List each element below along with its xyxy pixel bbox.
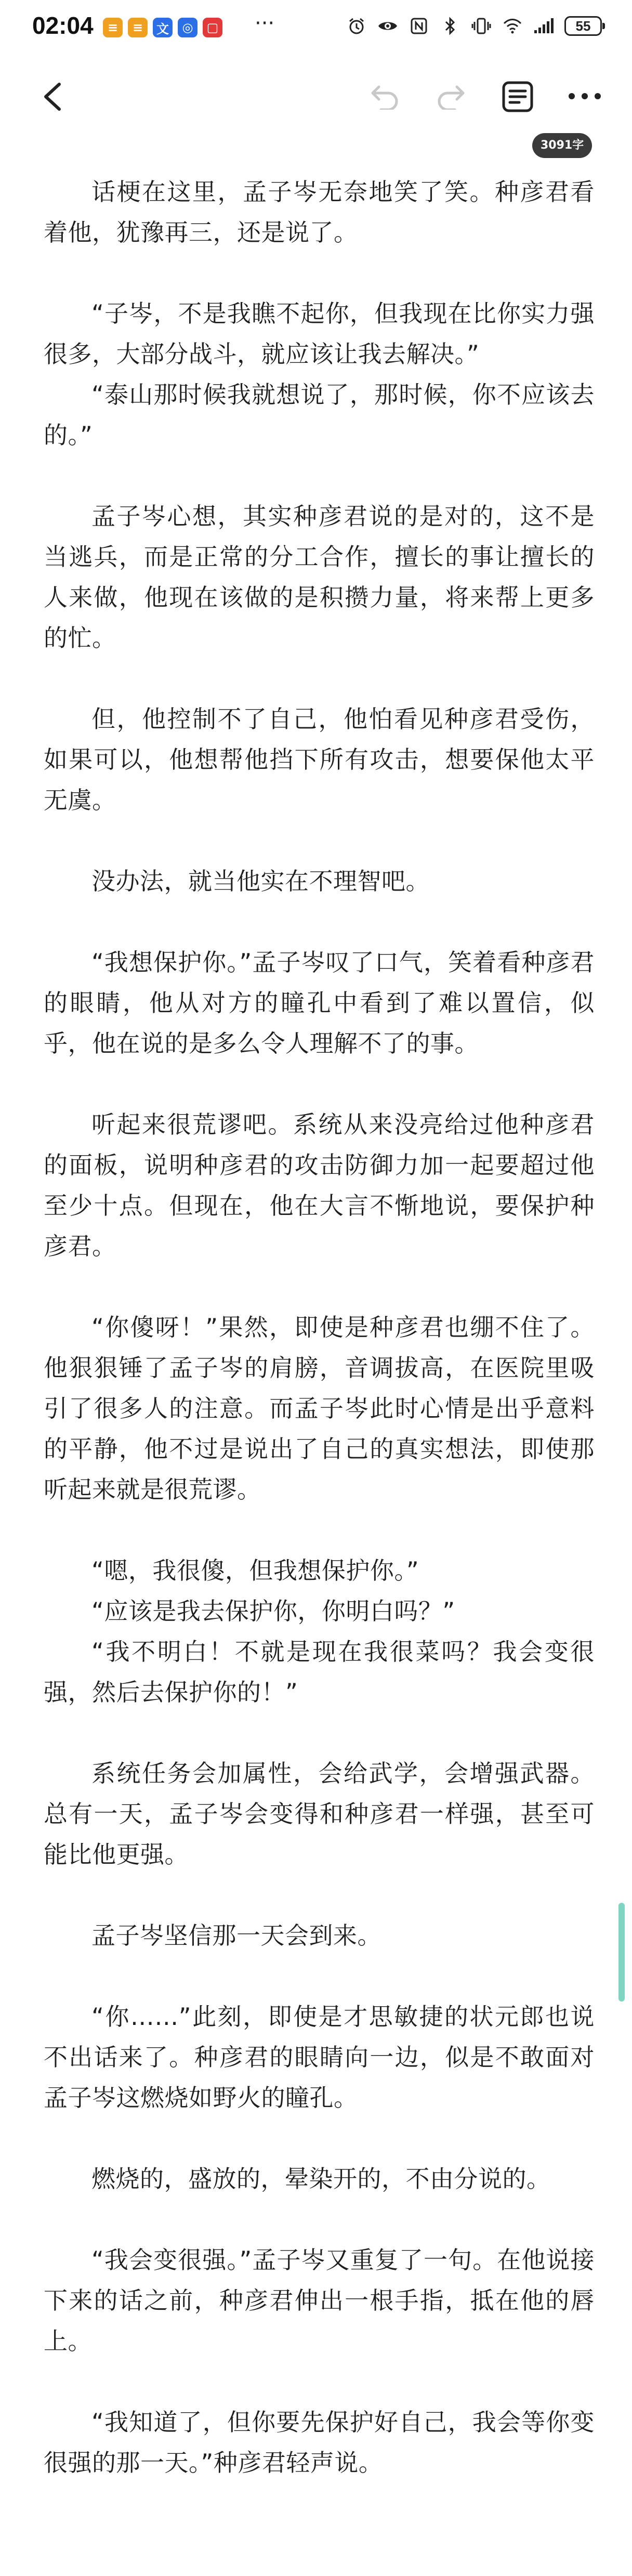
paragraph: 孟子岑心想，其实种彦君说的是对的，这不是当逃兵，而是正常的分工合作，擅长的事让擅长的人来做，他现在该做的是积攒力量，将来帮上更多的忙。: [44, 502, 595, 652]
paragraph: 系统任务会加属性，会给武学，会增强武器。总有一天，孟子岑会变得和种彦君一样强，甚至可能比他更强。: [44, 1759, 595, 1868]
list-icon: [502, 81, 534, 113]
status-system-icons: [346, 16, 602, 36]
document-body[interactable]: [44, 172, 595, 2483]
redo-button[interactable]: [432, 78, 469, 114]
paragraph: 听起来很荒谬吧。系统从来没亮给过他种彦君的面板，说明种彦君的攻击防御力加一起要超过他至少十点。但现在，他在大言不惭地说，要保护种彦君。: [44, 1110, 595, 1260]
more-notifications-icon: ···: [255, 11, 275, 35]
reader-toolbar: [0, 57, 632, 135]
browser-icon: ◎: [178, 18, 198, 37]
paragraph: “我不明白！不就是现在我很菜吗？我会变很强，然后去保护你的！”: [44, 1638, 595, 1706]
vibrate-icon: [471, 16, 492, 36]
paragraph-spacer: [44, 1266, 595, 1307]
signal-icon: [533, 16, 554, 36]
paragraph-spacer: [44, 1956, 595, 1996]
paragraph: 孟子岑坚信那一天会到来。: [91, 1921, 381, 1950]
paragraph: “我知道了，但你要先保护好自己，我会等你变很强的那一天。”种彦君轻声说。: [44, 2408, 595, 2477]
paragraph: “我想保护你。”孟子岑叹了口气，笑着看种彦君的眼睛，他从对方的瞳孔中看到了难以置信，似乎，他在说的是多么令人理解不了的事。: [44, 948, 595, 1057]
paragraph-spacer: [44, 1875, 595, 1915]
paragraph-spacer: [44, 253, 595, 293]
status-app-icons: [103, 18, 222, 37]
chevron-left-icon: [41, 81, 63, 112]
paragraph-spacer: [44, 658, 595, 699]
paragraph: “你傻呀！”果然，即使是种彦君也绷不住了。他狠狠锤了孟子岑的肩膀，音调拔高，在医院里吸引了很多人的注意。而孟子岑此时心情是出乎意料的平静，他不过是说出了自己的真实想法，即使那听起来就是很荒谬。: [44, 1313, 595, 1503]
eye-icon: [377, 16, 398, 36]
bluetooth-icon: [440, 16, 460, 36]
paragraph: “应该是我去保护你，你明白吗？”: [91, 1597, 455, 1625]
paragraph-spacer: [44, 2118, 595, 2159]
paragraph-spacer: [44, 1064, 595, 1104]
status-bar: [0, 0, 632, 57]
undo-icon: [370, 83, 401, 110]
more-dots-icon: [567, 91, 603, 101]
paragraph-spacer: [44, 2199, 595, 2240]
paragraph: 话梗在这里，孟子岑无奈地笑了笑。种彦君看着他，犹豫再三，还是说了。: [44, 178, 595, 246]
notes-icon-2: ≡: [128, 18, 148, 37]
notes-icon: ≡: [103, 18, 123, 37]
undo-button[interactable]: [367, 78, 403, 114]
nfc-icon: [409, 16, 429, 36]
status-time: 02:04: [32, 12, 94, 39]
paragraph: “泰山那时候我就想说了，那时候，你不应该去的。”: [44, 381, 595, 449]
video-icon: ▢: [203, 18, 222, 37]
translate-icon: 文: [153, 18, 173, 37]
paragraph-spacer: [44, 1510, 595, 1550]
paragraph-spacer: [44, 455, 595, 496]
battery-indicator: 55: [564, 16, 602, 36]
more-options-button[interactable]: [561, 78, 608, 114]
word-count-badge: 3091字: [532, 133, 592, 158]
back-button[interactable]: [31, 76, 73, 117]
paragraph: “嗯，我很傻，但我想保护你。”: [91, 1557, 419, 1585]
paragraph: 但，他控制不了自己，他怕看见种彦君受伤，如果可以，他想帮他挡下所有攻击，想要保他太平无虞。: [44, 705, 595, 814]
paragraph-spacer: [44, 1712, 595, 1753]
paragraph-spacer: [44, 901, 595, 942]
paragraph: 没办法，就当他实在不理智吧。: [91, 867, 430, 895]
redo-icon: [435, 83, 466, 110]
paragraph-spacer: [44, 820, 595, 861]
paragraph-spacer: [44, 2361, 595, 2402]
paragraph: “我会变很强。”孟子岑又重复了一句。在他说接下来的话之前，种彦君伸出一根手指，抵在他的唇上。: [44, 2246, 595, 2355]
paragraph: 燃烧的，盛放的，晕染开的，不由分说的。: [91, 2165, 551, 2193]
alarm-icon: [346, 16, 367, 36]
paragraph: “你……”此刻，即使是才思敏捷的状元郎也说不出话来了。种彦君的眼睛向一边，似是不敢面对孟子岑这燃烧如野火的瞳孔。: [44, 2003, 595, 2112]
wifi-icon: [502, 16, 523, 36]
scrollbar-thumb[interactable]: [618, 1903, 625, 2002]
outline-button[interactable]: [498, 77, 537, 116]
paragraph: “子岑，不是我瞧不起你，但我现在比你实力强很多，大部分战斗，就应该让我去解决。”: [44, 299, 595, 368]
